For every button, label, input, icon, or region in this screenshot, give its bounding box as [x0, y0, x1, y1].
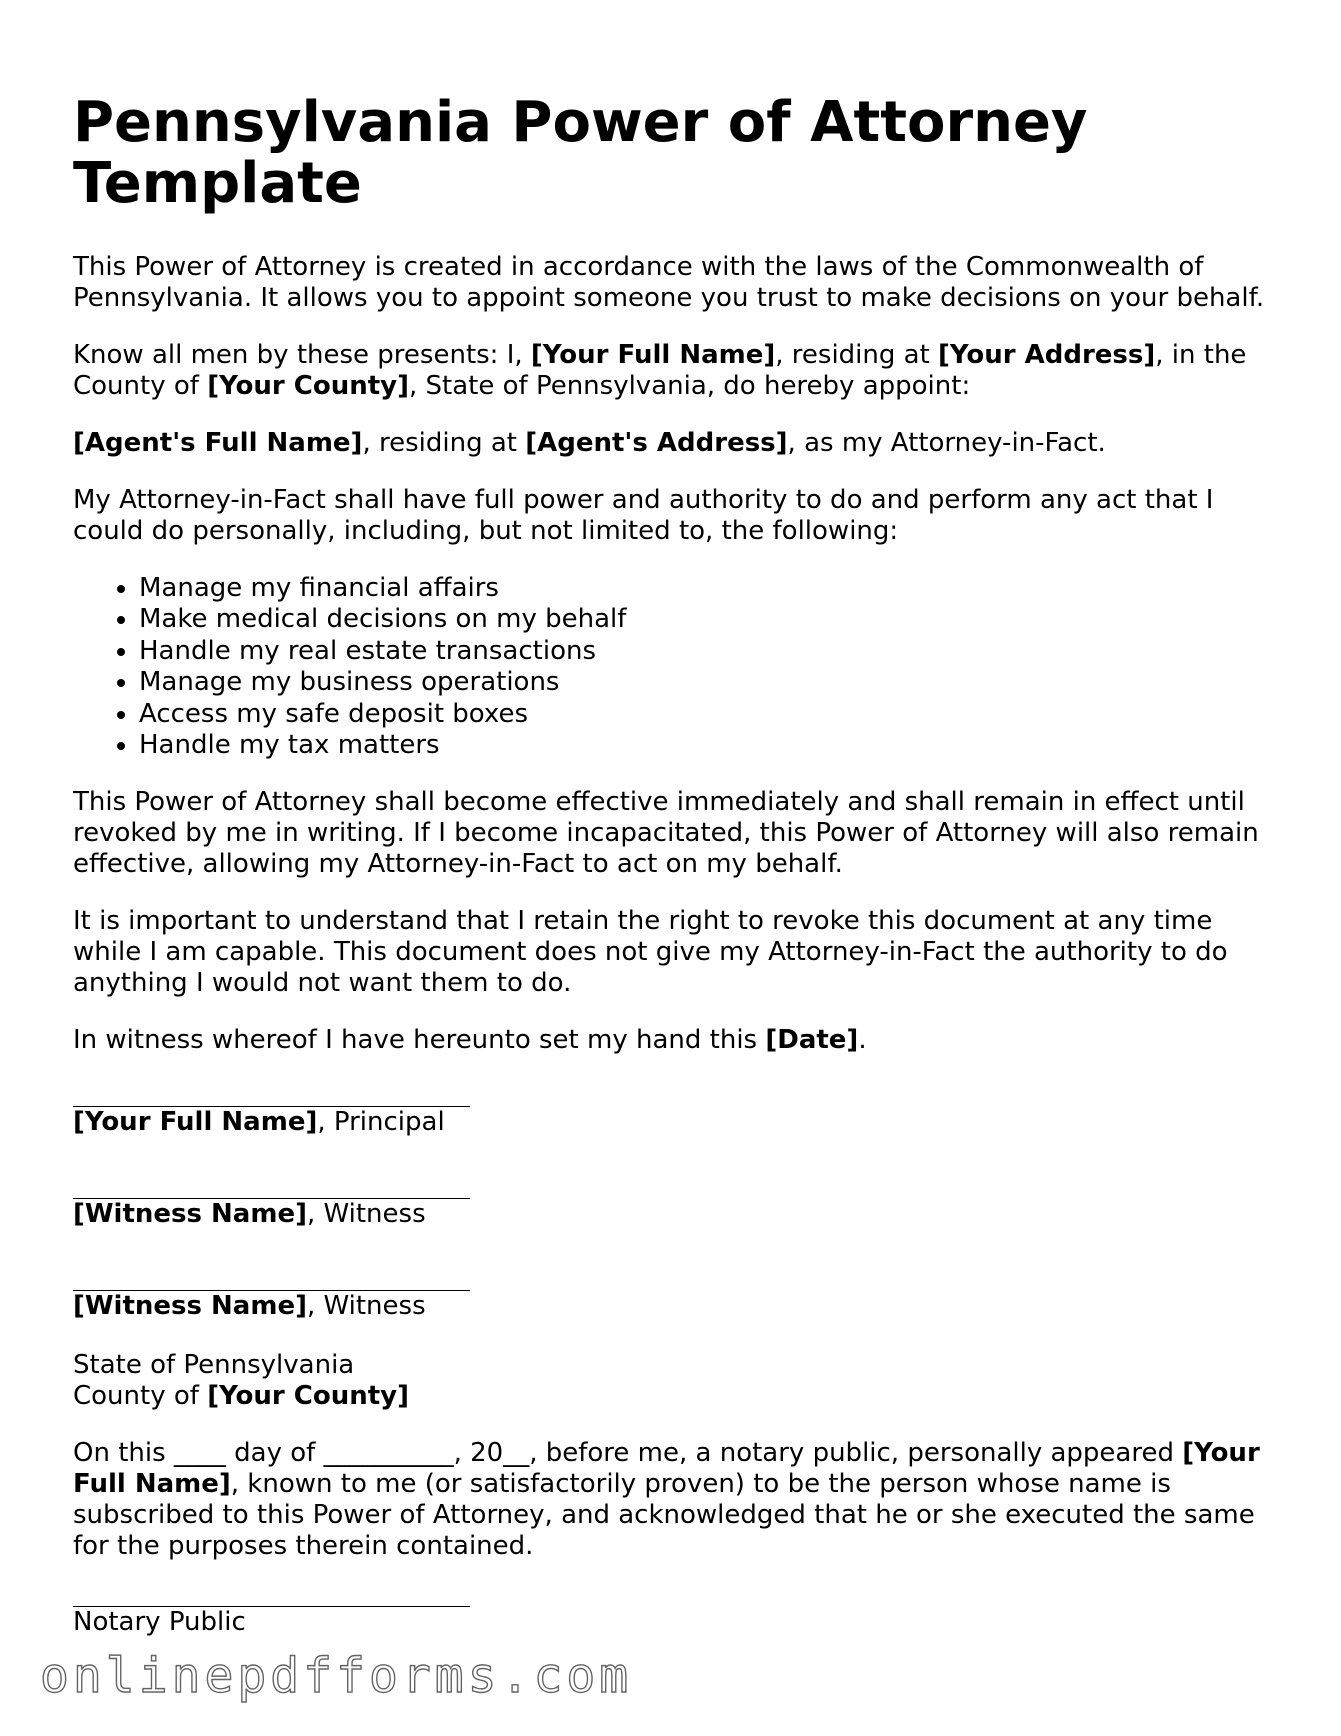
witness-1-name: [Witness Name] — [73, 1199, 307, 1230]
agent-address-placeholder: [Agent's Address] — [525, 428, 788, 458]
notary-signature-line — [73, 1588, 470, 1607]
appoint-residing: , residing at — [775, 340, 939, 370]
date-placeholder: [Date] — [765, 1025, 859, 1056]
document-title: Pennsylvania Power of Attorney Template — [73, 90, 1088, 216]
notary-acknowledgment — [73, 1438, 1283, 1562]
document-page — [73, 92, 1283, 1638]
notary-venue-county: [Your County] — [207, 1381, 409, 1412]
agent-residing: , residing at — [362, 428, 526, 458]
notary-venue-state: State of Pennsylvania — [73, 1350, 355, 1381]
witness-1-role: , Witness — [306, 1199, 426, 1230]
witness-clause-prefix: In witness whereof I have hereunto set my hand this — [73, 1025, 766, 1056]
appoint-county-prefix: , in the County of — [73, 340, 1247, 401]
appoint-prefix: Know all men by these presents: I, — [73, 340, 531, 370]
notary-venue — [73, 1350, 1283, 1412]
witness-clause-suffix: . — [858, 1025, 867, 1056]
principal-address-placeholder: [Your Address] — [938, 340, 1156, 370]
agent-paragraph — [73, 428, 1283, 459]
list-item: • Access my safe deposit boxes — [139, 699, 1283, 730]
notary-prefix: On this ____ day of __________, 20__, before me, a notary public, personally appeared — [73, 1438, 1183, 1469]
list-item: • Manage my financial affairs — [139, 573, 1283, 604]
witness-2-signature-block — [73, 1272, 1283, 1322]
principal-signature-role: , Principal — [317, 1107, 445, 1138]
list-item: • Handle my real estate transactions — [139, 636, 1283, 667]
principal-signature-line — [73, 1088, 470, 1107]
witness-1-signature-block — [73, 1180, 1283, 1230]
watermark: onlinepdfforms.com — [40, 1648, 633, 1704]
principal-name-placeholder: [Your Full Name] — [530, 340, 776, 370]
principal-signature-block — [73, 1088, 1283, 1138]
agent-name-placeholder: [Agent's Full Name] — [73, 428, 363, 458]
witness-2-signature-line — [73, 1272, 470, 1291]
intro-paragraph: This Power of Attorney is created in accordance with the laws of the Commonwealth of Pennsylvania. It allows you to appoint someone you trust to make decisions on your behalf. — [73, 252, 1265, 313]
witness-1-signature-label — [73, 1199, 1283, 1230]
list-item: • Make medical decisions on my behalf — [139, 604, 1283, 635]
list-item: • Handle my tax matters — [139, 730, 1283, 761]
powers-list — [73, 573, 1283, 761]
witness-1-signature-line — [73, 1180, 470, 1199]
notary-venue-county-prefix: County of — [73, 1381, 208, 1412]
effective-paragraph: This Power of Attorney shall become effective immediately and shall remain in effect until revoked by me in writing. If I become incapacitated, this Power of Attorney will also remain effective, allowing my Attorney-in-Fact to act on my behalf. — [73, 787, 1259, 880]
principal-signature-label — [73, 1107, 1283, 1138]
notary-principal-name: [Your Full Name] — [73, 1438, 1260, 1500]
witness-clause — [73, 1025, 1283, 1056]
agent-suffix: , as my Attorney-in-Fact. — [787, 428, 1106, 458]
witness-2-role: , Witness — [306, 1291, 426, 1322]
county-placeholder: [Your County] — [207, 371, 409, 401]
powers-intro-paragraph: My Attorney-in-Fact shall have full power and authority to do and perform any act that I could do personally, including, but not limited to, the following: — [73, 485, 1214, 546]
list-item: • Manage my business operations — [139, 667, 1283, 698]
principal-signature-name: [Your Full Name] — [73, 1107, 318, 1138]
appoint-suffix: , State of Pennsylvania, do hereby appoint: — [409, 371, 971, 401]
notary-signature-block — [73, 1588, 1283, 1638]
appointment-paragraph — [73, 340, 1283, 402]
witness-2-signature-label — [73, 1291, 1283, 1322]
witness-2-name: [Witness Name] — [73, 1291, 307, 1322]
notary-signature-label: Notary Public — [73, 1607, 246, 1638]
revoke-paragraph: It is important to understand that I retain the right to revoke this document at any time while I am capable. This document does not give my Attorney-in-Fact the authority to do anything I would not want them to do. — [73, 906, 1228, 999]
notary-suffix: , known to me (or satisfactorily proven) to be the person whose name is subscribed to this Power of Attorney, and acknowledged that he or she executed the same for the purposes therein contained. — [73, 1469, 1255, 1562]
